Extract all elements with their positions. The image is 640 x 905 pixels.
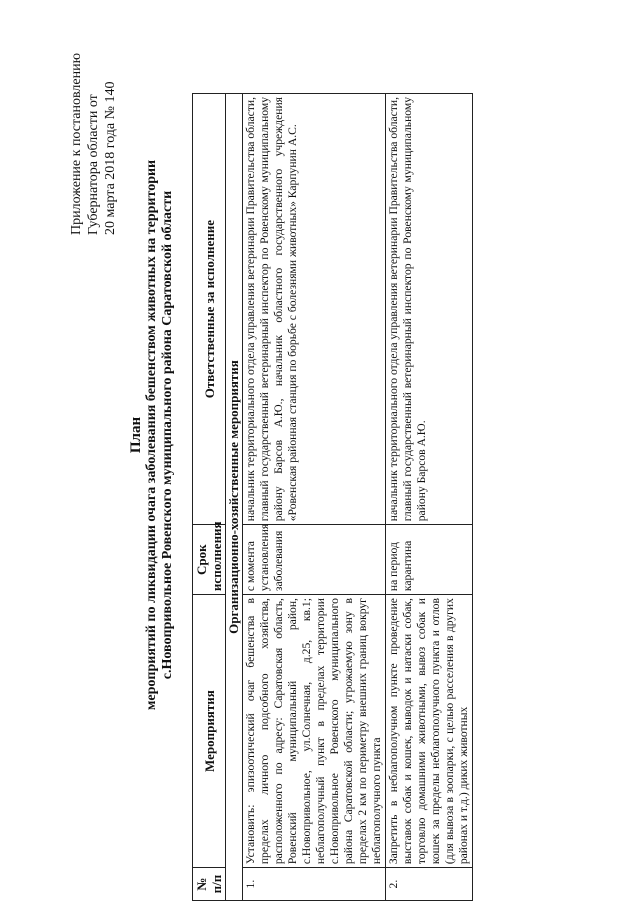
- plan-table: [192, 93, 473, 901]
- row-number: 1.: [243, 868, 386, 901]
- title-line-3: с.Новопривольное Ровенского муниципального района Саратовской области: [160, 190, 175, 680]
- title-line-1: План: [128, 416, 144, 454]
- row-term: с момента установления заболевания: [243, 525, 386, 595]
- document-title: [128, 95, 176, 775]
- row-term: на период карантина: [386, 525, 473, 595]
- header-activity: Мероприятия: [193, 595, 226, 868]
- header-num: № п/п: [193, 868, 226, 901]
- header-term: Срок исполнения: [193, 525, 226, 595]
- row-number: 2.: [386, 868, 473, 901]
- section-title: Организационно-хозяйственные мероприятия: [226, 94, 243, 901]
- title-line-2: мероприятий по ликвидации очага заболевания бешенством животных на территории: [144, 159, 159, 711]
- row-responsible: начальник территориального отдела управления ветеринарии Правительства области, главный государственный ветеринарный инспектор по Ровенскому муниципальному району Барсов А.Ю.: [386, 94, 473, 525]
- table-row: [386, 94, 473, 901]
- row-responsible: начальник территориального отдела управления ветеринарии Правительства области, главный государственный ветеринарный инспектор по Ровенскому муниципальному району Барсов А.Ю., начальник областного государственного учреждения «Ровенская районная станция по борьбе с болезнями животных» Карпунин А.С.: [243, 94, 386, 525]
- approval-note: [68, 25, 119, 235]
- approval-line-2: Губернатора области от: [86, 94, 101, 235]
- table-row: [243, 94, 386, 901]
- approval-line-3: 20 марта 2018 года № 140: [103, 81, 118, 235]
- row-activity: Установить: эпизоотический очаг бешенства в пределах личного подсобного хозяйства, расположенного по адресу: Саратовская область, Ровенский муниципальный район, с.Новопривольное, ул.Солнечная, д.25, кв.1; неблагополучный пункт в пределах территории с.Новопривольное Ровенского муниципального района Саратовской области; угрожаемую зону в пределах 2 км по периметру внешних границ вокруг неблагополучного пункта: [243, 595, 386, 868]
- section-row: [226, 94, 243, 901]
- row-activity: Запретить в неблагополучном пункте проведение выставок собак и кошек, выводок и натаски собак, торговлю домашними животными, вывоз собак и кошек за пределы неблагополучного пункта и отлов (для вывоза в зоопарки, с целью расселения в других районах и т.д.) диких животных: [386, 595, 473, 868]
- table-header-row: [193, 94, 226, 901]
- header-responsible: Ответственные за исполнение: [193, 94, 226, 525]
- approval-line-1: Приложение к постановлению: [69, 52, 84, 235]
